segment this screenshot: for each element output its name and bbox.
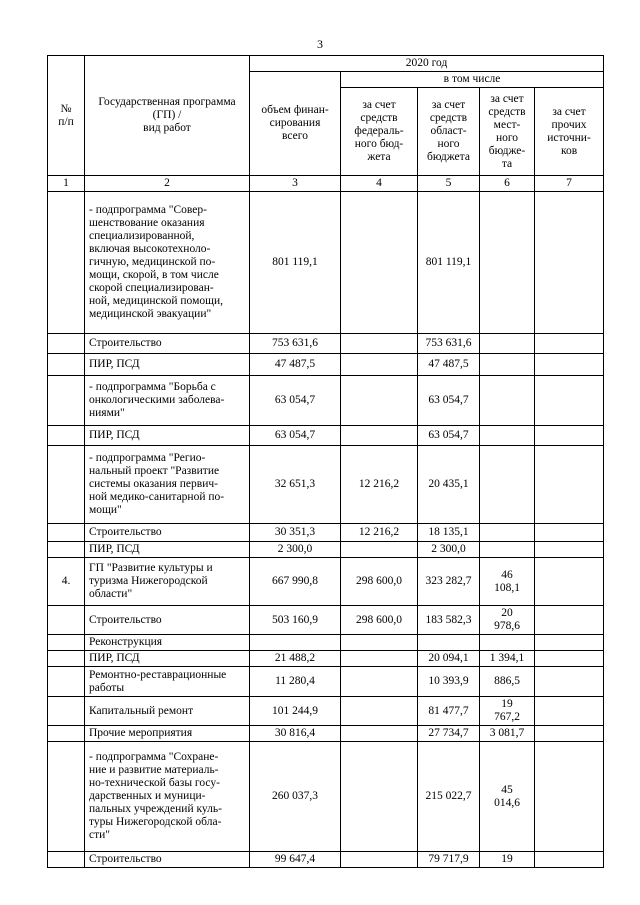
row-other <box>535 852 604 868</box>
row-federal <box>341 354 418 376</box>
table-row <box>48 726 604 742</box>
row-other <box>535 542 604 558</box>
row-federal <box>341 542 418 558</box>
row-local: 46 108,1 <box>480 558 535 606</box>
row-other <box>535 667 604 697</box>
row-other <box>535 334 604 354</box>
row-name: ГП "Развитие культуры и туризма Нижегородской области" <box>85 558 250 606</box>
row-name: Строительство <box>85 852 250 868</box>
row-total: 30 351,3 <box>250 524 341 542</box>
row-regional: 10 393,9 <box>418 667 480 697</box>
row-total: 32 651,3 <box>250 446 341 524</box>
header-local: за счет средств мест- ного бюдже- та <box>480 88 535 176</box>
table-row <box>48 852 604 868</box>
row-name: - подпрограмма "Борьба с онкологическими заболева- ниями" <box>85 376 250 426</box>
row-federal <box>341 635 418 651</box>
row-federal <box>341 192 418 334</box>
row-other <box>535 697 604 726</box>
row-number: 4. <box>48 558 85 606</box>
row-regional: 183 582,3 <box>418 606 480 635</box>
row-local <box>480 446 535 524</box>
row-number <box>48 635 85 651</box>
row-total: 30 816,4 <box>250 726 341 742</box>
row-number <box>48 192 85 334</box>
table-row <box>48 446 604 524</box>
table-row <box>48 667 604 697</box>
row-name: - подпрограмма "Сохране- ние и развитие материаль- но-технической базы госу- дарственных и муници- пальных учреждений куль- туры Нижегородской обла- сти" <box>85 742 250 852</box>
row-local: 886,5 <box>480 667 535 697</box>
table-row <box>48 334 604 354</box>
table-row <box>48 742 604 852</box>
row-total: 101 244,9 <box>250 697 341 726</box>
row-total: 801 119,1 <box>250 192 341 334</box>
page-number: 3 <box>317 37 323 51</box>
row-number <box>48 852 85 868</box>
row-local: 1 394,1 <box>480 651 535 667</box>
table-row <box>48 426 604 446</box>
row-number <box>48 726 85 742</box>
row-other <box>535 524 604 542</box>
row-regional: 20 435,1 <box>418 446 480 524</box>
col-number: 1 <box>48 176 85 192</box>
header-num: № п/п <box>48 56 85 176</box>
row-number <box>48 524 85 542</box>
row-total: 47 487,5 <box>250 354 341 376</box>
row-total <box>250 635 341 651</box>
header-year: 2020 год <box>250 56 604 72</box>
row-name: ПИР, ПСД <box>85 542 250 558</box>
row-other <box>535 376 604 426</box>
row-name: Строительство <box>85 606 250 635</box>
table-row <box>48 697 604 726</box>
row-federal: 12 216,2 <box>341 524 418 542</box>
row-local: 20 978,6 <box>480 606 535 635</box>
row-name: Строительство <box>85 334 250 354</box>
row-other <box>535 742 604 852</box>
row-federal <box>341 726 418 742</box>
row-name: - подпрограмма "Регио- нальный проект "Развитие системы оказания первич- ной медико-санитарной по- мощи" <box>85 446 250 524</box>
row-regional: 18 135,1 <box>418 524 480 542</box>
row-federal <box>341 742 418 852</box>
row-regional: 20 094,1 <box>418 651 480 667</box>
row-name: Реконструкция <box>85 635 250 651</box>
row-total: 63 054,7 <box>250 426 341 446</box>
row-number <box>48 742 85 852</box>
row-total: 753 631,6 <box>250 334 341 354</box>
row-other <box>535 558 604 606</box>
row-total: 503 160,9 <box>250 606 341 635</box>
row-local: 45 014,6 <box>480 742 535 852</box>
row-federal <box>341 852 418 868</box>
row-regional: 2 300,0 <box>418 542 480 558</box>
row-number <box>48 334 85 354</box>
row-number <box>48 376 85 426</box>
col-number: 3 <box>250 176 341 192</box>
row-federal <box>341 334 418 354</box>
row-regional <box>418 635 480 651</box>
row-number <box>48 697 85 726</box>
row-number <box>48 446 85 524</box>
row-number <box>48 542 85 558</box>
row-name: - подпрограмма "Совер- шенствование оказания специализированной, включая высокотехноло- гичную, медицинской по- мощи, скорой, в том числе скорой специализирован- ной, медицинской помощи, медицинской эвакуации" <box>85 192 250 334</box>
column-number-row <box>48 176 604 192</box>
header-name: Государственная программа (ГП) / вид работ <box>85 56 250 176</box>
row-name: Ремонтно-реставрационные работы <box>85 667 250 697</box>
row-regional: 47 487,5 <box>418 354 480 376</box>
row-number <box>48 651 85 667</box>
row-other <box>535 606 604 635</box>
table-row <box>48 542 604 558</box>
table-row <box>48 376 604 426</box>
col-number: 7 <box>535 176 604 192</box>
row-regional: 323 282,7 <box>418 558 480 606</box>
row-regional: 801 119,1 <box>418 192 480 334</box>
header-other: за счет прочих источни- ков <box>535 88 604 176</box>
header-total: объем финан- сирования всего <box>250 72 341 176</box>
row-federal <box>341 426 418 446</box>
table-row <box>48 192 604 334</box>
row-regional: 81 477,7 <box>418 697 480 726</box>
row-name: ПИР, ПСД <box>85 426 250 446</box>
row-other <box>535 354 604 376</box>
row-local <box>480 635 535 651</box>
row-regional: 63 054,7 <box>418 426 480 446</box>
row-other <box>535 192 604 334</box>
header-federal: за счет средств федераль- ного бюд- жета <box>341 88 418 176</box>
col-number: 4 <box>341 176 418 192</box>
row-total: 63 054,7 <box>250 376 341 426</box>
row-name: ПИР, ПСД <box>85 651 250 667</box>
row-local <box>480 524 535 542</box>
row-federal: 298 600,0 <box>341 606 418 635</box>
row-total: 667 990,8 <box>250 558 341 606</box>
row-number <box>48 426 85 446</box>
row-name: Капитальный ремонт <box>85 697 250 726</box>
row-number <box>48 667 85 697</box>
row-number <box>48 354 85 376</box>
row-other <box>535 635 604 651</box>
row-total: 11 280,4 <box>250 667 341 697</box>
row-federal: 12 216,2 <box>341 446 418 524</box>
row-other <box>535 651 604 667</box>
row-regional: 27 734,7 <box>418 726 480 742</box>
row-regional: 215 022,7 <box>418 742 480 852</box>
table-row <box>48 354 604 376</box>
row-total: 260 037,3 <box>250 742 341 852</box>
row-local: 19 <box>480 852 535 868</box>
header-including: в том числе <box>341 72 604 88</box>
row-local <box>480 376 535 426</box>
table-row <box>48 651 604 667</box>
row-name: ПИР, ПСД <box>85 354 250 376</box>
header-regional: за счет средств област- ного бюджета <box>418 88 480 176</box>
row-total: 99 647,4 <box>250 852 341 868</box>
table-row <box>48 606 604 635</box>
row-local: 3 081,7 <box>480 726 535 742</box>
row-regional: 63 054,7 <box>418 376 480 426</box>
row-local <box>480 542 535 558</box>
row-other <box>535 446 604 524</box>
col-number: 2 <box>85 176 250 192</box>
table-row <box>48 558 604 606</box>
row-other <box>535 426 604 446</box>
row-other <box>535 726 604 742</box>
row-federal <box>341 697 418 726</box>
row-number <box>48 606 85 635</box>
row-local <box>480 354 535 376</box>
row-federal <box>341 651 418 667</box>
row-federal <box>341 667 418 697</box>
col-number: 5 <box>418 176 480 192</box>
row-federal: 298 600,0 <box>341 558 418 606</box>
row-local <box>480 426 535 446</box>
row-federal <box>341 376 418 426</box>
col-number: 6 <box>480 176 535 192</box>
financing-table <box>47 55 604 868</box>
row-regional: 79 717,9 <box>418 852 480 868</box>
table-row <box>48 635 604 651</box>
row-local: 19 767,2 <box>480 697 535 726</box>
table-row <box>48 524 604 542</box>
row-regional: 753 631,6 <box>418 334 480 354</box>
row-name: Прочие мероприятия <box>85 726 250 742</box>
row-local <box>480 334 535 354</box>
row-total: 21 488,2 <box>250 651 341 667</box>
row-total: 2 300,0 <box>250 542 341 558</box>
row-name: Строительство <box>85 524 250 542</box>
row-local <box>480 192 535 334</box>
